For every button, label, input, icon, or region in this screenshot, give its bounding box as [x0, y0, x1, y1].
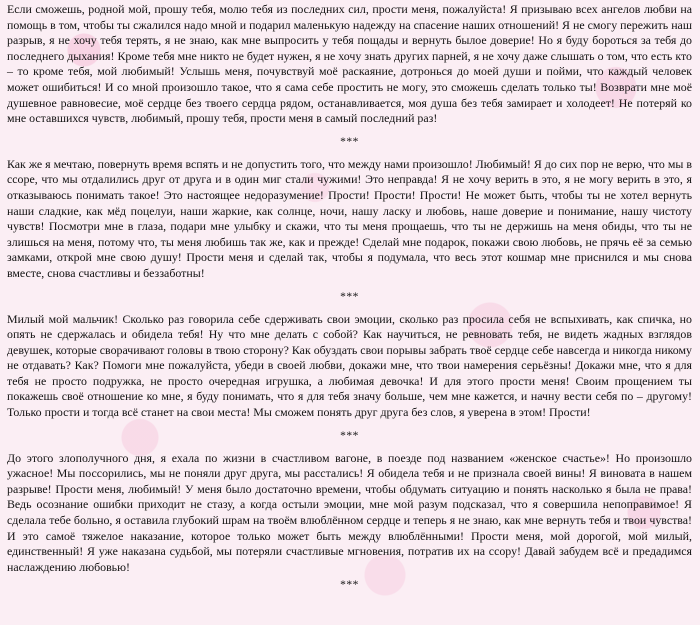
paragraph-1: Если сможешь, родной мой, прошу тебя, молю тебя из последних сил, прости меня, пожалуйста! Я призываю всех ангелов любви на помощь в том, чтобы ты сжалился надо мной и подарил маленькую надежду на спасение наших отношений! Я не смогу пережить наш разрыв, я не хочу тебя терять, я не знаю, как мне выпросить у тебя пощады и вернуть былое доверие! Но я буду бороться за тебя до последнего дыхания! Кроме тебя мне никто не будет нужен, я не хочу знать других парней, я не хочу даже слышать о том, что есть кто – то кроме тебя, мой любимый! Услышь меня, почувствуй моё раскаяние, дотронься до моей души и пойми, что каждый человек может ошибиться! И со мной произошло такое, что я сама себе простить не могу, это сможешь сделать только ты! Возврати мне моё душевное равновесие, моё сердце без твоего сердца рядом, останавливается, моя душа без тебя замирает и холодеет! Не потеряй ко мне оставшихся чувств, любимый, прошу тебя, прости меня в самый последний раз!	[7, 2, 692, 126]
section-separator-3: ***	[340, 429, 359, 442]
section-separator-2: ***	[340, 290, 359, 303]
paragraph-2: Как же я мечтаю, повернуть время вспять и не допустить того, что между нами произошло! Любимый! Я до сих пор не верю, что мы в ссоре, что мы отдалились друг от друга и в один миг стали чужими! Это неправда! Я не хочу верить в это, я не могу верить в это, я отказываюсь понимать такое! Это настоящее недоразумение! Прости! Прости! Прости! Не может быть, чтобы ты не хотел вернуть наши сладкие, как мёд поцелуи, наши жаркие, как солнце, ночи, нашу ласку и любовь, наше доверие и понимание, нашу чистоту чувств! Посмотри мне в глаза, подари мне улыбку и скажи, что ты меня прощаешь, что ты не держишь на меня обиды, что ты не злишься на меня, потому что, ты меня любишь так же, как и прежде! Сделай мне подарок, покажи свою любовь, не прячь её за семью замками, открой мне свою душу! Прости меня и сделай так, чтобы я подумала, что весь этот кошмар мне приснился и мы снова вместе, снова счастливы и беззаботны!	[7, 156, 692, 280]
paragraph-4: До этого злополучного дня, я ехала по жизни в счастливом вагоне, в поезде под названием «женское счастье»! Но произошло ужасное! Мы поссорились, мы не поняли друг друга, мы расстались! Я обидела тебя и не признала своей вины! Я виновата в нашем разрыве! Прости меня, любимый! У меня было достаточно времени, чтобы обдумать ситуацию и понять насколько я была не права! Ведь осознание ошибки приходит не стазу, а когда остыли эмоции, мне мой разум подсказал, что я совершила непоправимое! Я сделала тебе больно, я оставила глубокий шрам на твоём влюблённом сердце и теперь я не знаю, как мне вернуть тебя и твои чувства! И это самоё тяжелое наказание, которое только может быть между влюблёнными! Прости меня, мой дорогой, мой милый, единственный! Я уже наказана судьбой, мы потеряли счастливые мгновения, потратив их на ссору! Давай забудем всё и предадимся наслаждению любовью!	[7, 450, 692, 574]
paragraph-3: Милый мой мальчик! Сколько раз говорила себе сдерживать свои эмоции, сколько раз просила себя не вспыхивать, как спичка, но опять не сдержалась и обидела тебя! Ну что мне делать с собой? Как научиться, не ревновать тебя, не видеть жадных взглядов девушек, которые сворачивают головы в твою сторону? Как обуздать свои порывы забрать твоё сердце себе навсегда и никогда никому не отдавать? Как? Помоги мне пожалуйста, убеди в своей любви, докажи мне, что твои намерения серьёзны! Докажи мне, что я для тебя не просто подружка, не просто очередная игрушка, а любимая девочка! И для этого прости меня! Своим прощением ты покажешь своё отношение ко мне, я буду понимать, что я для тебя значу больше, чем мне кажется, и начну вести себя по – другому! Только прости и тогда всё станет на свои места! Мы сможем понять друг друга без слов, я уверена в этом! Прости!	[7, 311, 692, 420]
section-separator-4: ***	[340, 579, 359, 588]
section-separator-1: ***	[340, 135, 359, 148]
